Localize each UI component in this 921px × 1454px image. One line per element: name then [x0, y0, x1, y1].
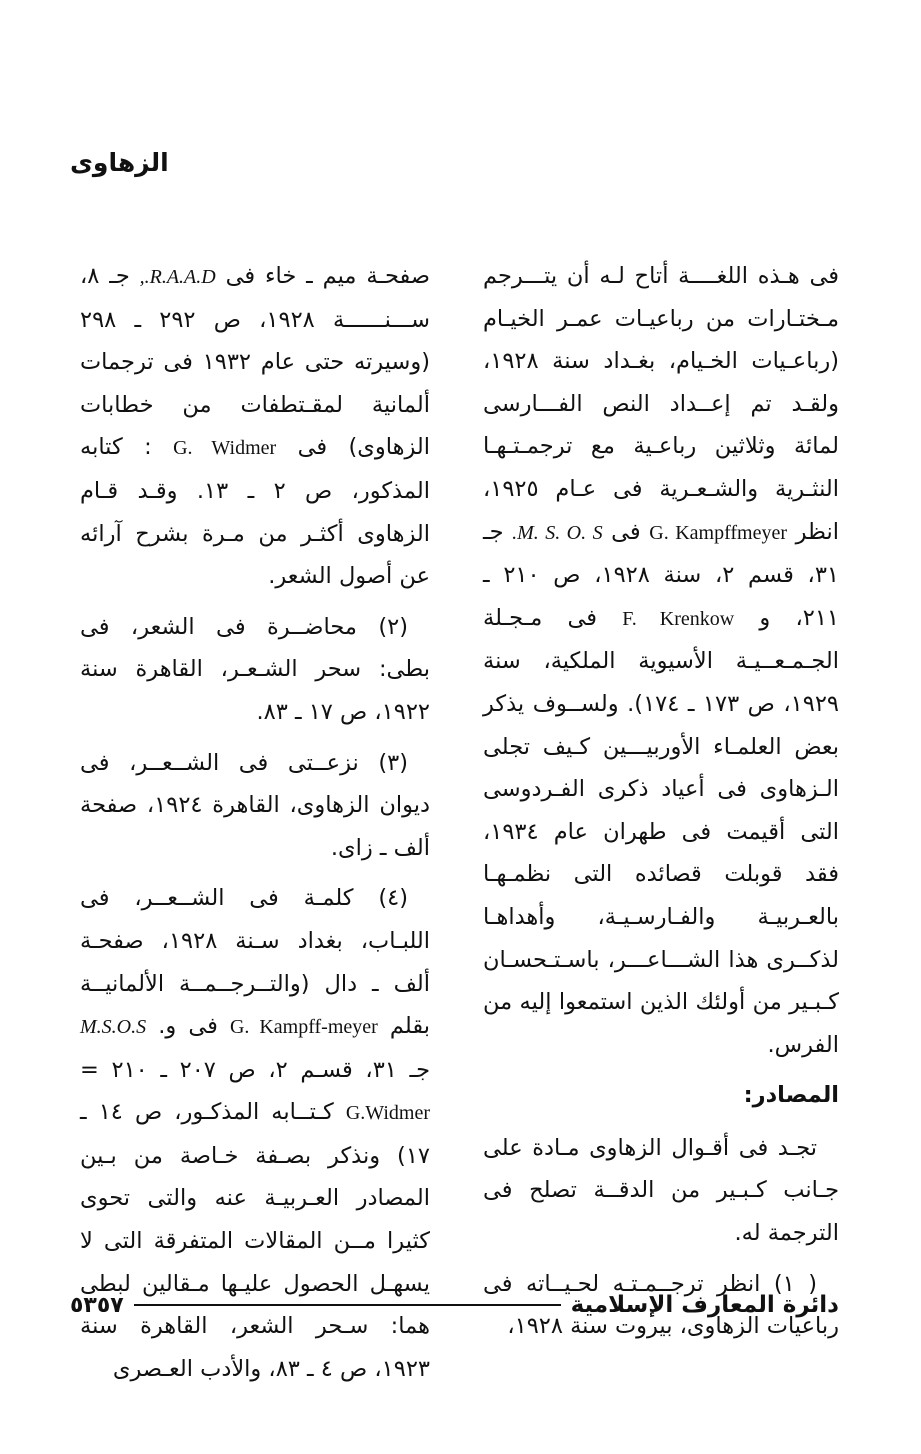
- source-note-1: ( ١) انظر ترجــمـتـه لحـيــاته فى رباعيات الزهاوى، بيروت سنة ١٩٢٨،: [483, 1270, 839, 1340]
- sources-paragraph: تجـد فى أقـوال الزهاوى مـادة على جـانب كـبـير من الدقــة تصلح فى الترجمة له.: [483, 1134, 839, 1247]
- sources-heading: المصادر:: [743, 1082, 839, 1109]
- latin-name: G.Widmer: [345, 1102, 431, 1125]
- latin-name: G. Kampff-meyer: [229, 1016, 378, 1039]
- source-note-3: (٣) نزعــتى فى الشــعــر، فى ديوان الزهاوى، القاهرة ١٩٢٤، صفحة ألف ـ زاى.: [80, 749, 430, 861]
- running-head: الزهاوى: [70, 148, 169, 177]
- article-paragraph: فى هـذه اللغــــة أتاح لـه أن يتـــرجم مـختـارات من رباعيـات عمـر الخيـام (رباعـيات الخـيام، بغـداد سنة ١٩٢٨، ولقـد تم إعــداد النص الفـــارسى لمائة وثلاثين رباعـية مع ترجمـتـهـا النثـرية والشـعـرية فى عـام ١٩٢٥، انظر G. Kampffmeyer فى M. S. O. S. جـ ٣١، قسم ٢، سنة ١٩٢٨، ص ٢١٠ ـ ٢١١، و F. Krenkow فى مـجـلة الجـمـعــيـة الأسيوية الملكية، سنة ١٩٢٩، ص ١٧٣ ـ ١٧٤). ولســوف يذكر بعض العلمـاء الأوربيـــين كـيف تجلى الـزهاوى فى أعياد ذكرى الفـردوسى التى أقيمت فى طهران عام ١٩٣٤، فقد قوبلت قصائده التى نظمـهـا بالعـربيـة والفـارسـيـة، وأهداهـا لذكــرى هذا الشـــاعـــر، باسـتـحسـان كـبـير من أولئك الذين استمعوا إليه من الفرس.: [483, 263, 839, 1058]
- latin-name: F. Krenkow: [622, 607, 735, 630]
- source-note-2: (٢) محاضــرة فى الشعر، فى بطى: سحر الشـعـر، القاهرة سنة ١٩٢٢، ص ١٧ ـ ٨٣.: [80, 613, 430, 725]
- source-note-4: (٤) كلمـة فى الشــعــر، فى اللبـاب، بغداد سـنة ١٩٢٨، صفحـة ألف ـ دال (والتــرجــمــة الألمانيــة بقلم G. Kampff-meyer فى و. M.S.O.S جـ ٣١، قسـم ٢، ص ٢٠٧ ـ ٢١٠ = G.Widmer كـتــابه المذكـور، ص ١٤ ـ ١٧) ونذكر بصـفة خـاصة من بـين المصادر العـربيـة عنه والتى تحوى كثيرا مــن المقالات المتفرقة التى لا يسهـل الحصول عليـها مـقالين لبطى هما: سـحر الشعر، القاهرة سنة ١٩٢٣، ص ٤ ـ ٨٣، والأدب العـصرى: [80, 885, 431, 1382]
- footer-rule: [134, 1304, 561, 1306]
- left-column: [80, 255, 430, 1398]
- journal-abbrev: R.A.A.D.,: [139, 266, 216, 288]
- source-note-1-continued: صفحـة ميم ـ خاء فى R.A.A.D., جـ ٨، ســـنــــــة ١٩٢٨، ص ٢٩٢ ـ ٢٩٨ (وسيرته حتى عام ١٩٣٢ فى ترجمات ألمانية لمقـتطفات من خطابات الزهاوى) فى G. Widmer : كتابه المذكور، ص ٢ ـ ١٣. وقـد قـام الزهاوى أكثـر من مـرة بشرح آرائه عن أصول الشعر.: [80, 263, 431, 590]
- journal-abbrev: M.S.O.S: [80, 1016, 147, 1039]
- page-number: ٥٣٥٧: [70, 1292, 124, 1318]
- page-footer: [70, 1290, 839, 1320]
- right-column: [483, 255, 839, 1356]
- latin-name: G. Widmer: [173, 437, 277, 460]
- journal-abbrev: M. S. O. S.: [512, 521, 603, 544]
- footer-title: دائرة المعارف الإسلامية: [570, 1292, 839, 1318]
- latin-name: G. Kampffmeyer: [649, 521, 787, 544]
